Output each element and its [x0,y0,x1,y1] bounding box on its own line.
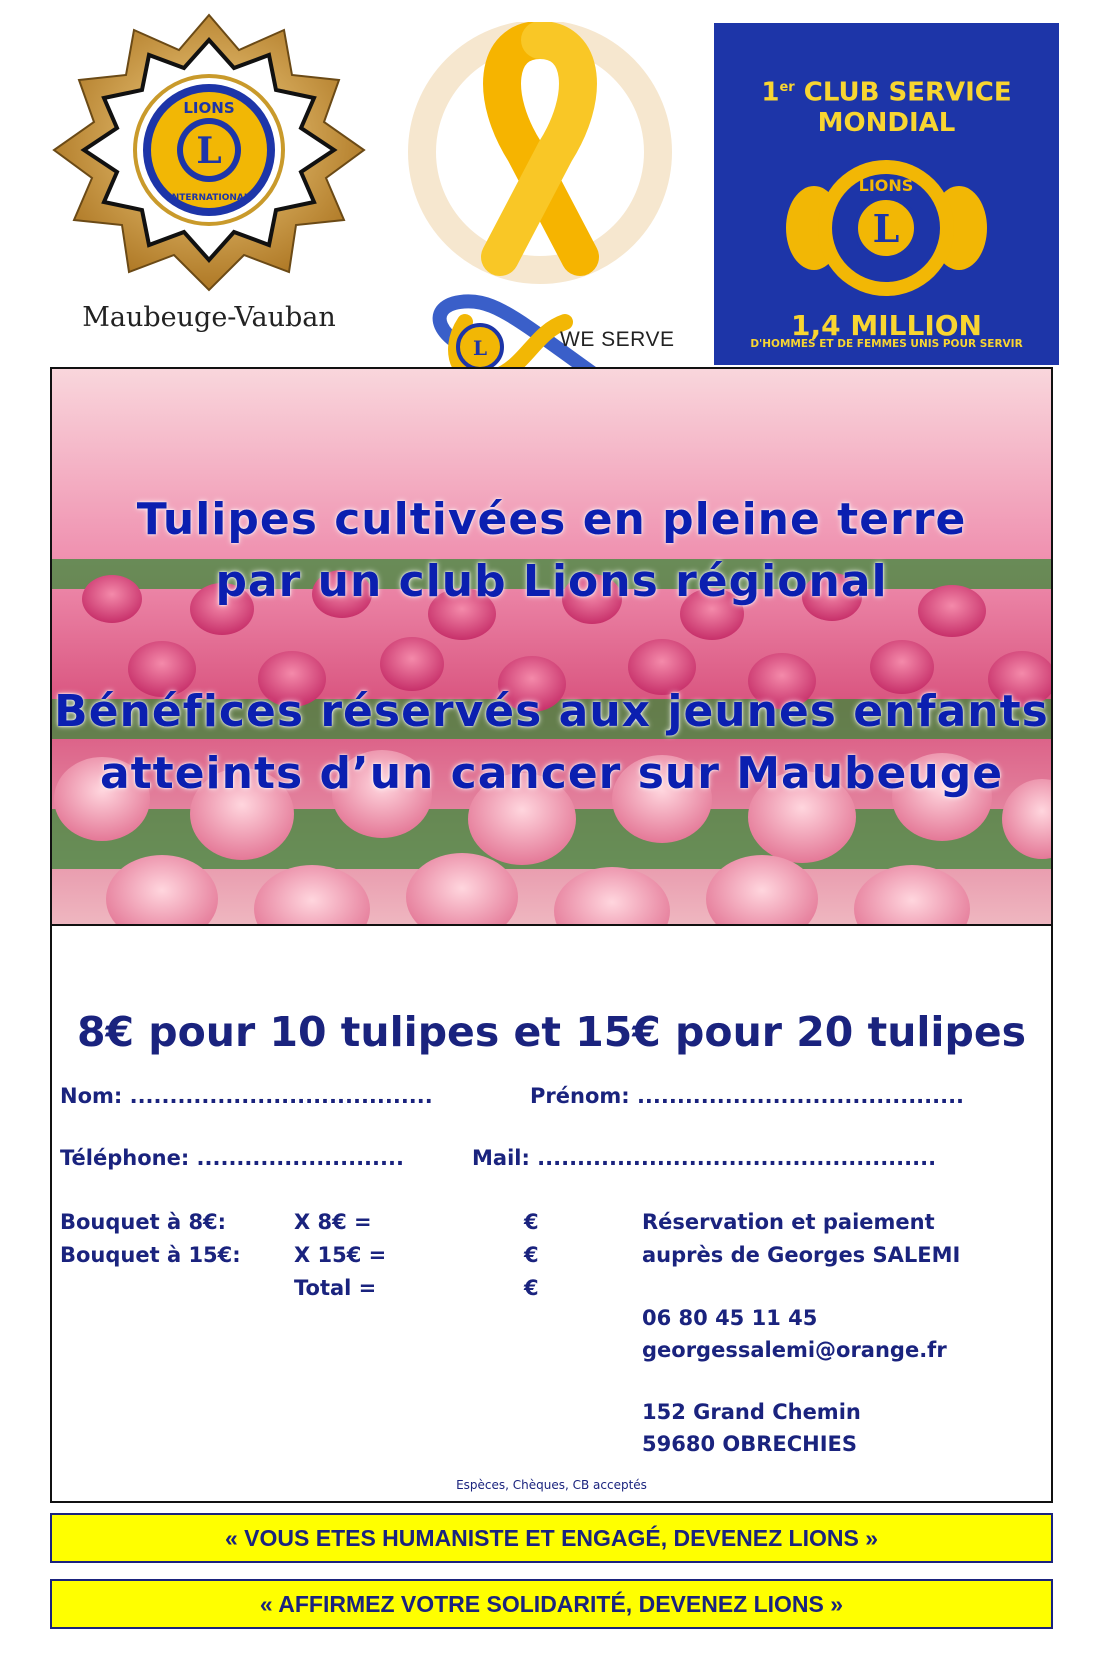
price-line: 8€ pour 10 tulipes et 15€ pour 20 tulipes [76,1008,1027,1056]
multiplier-15: X 15€ = [294,1243,387,1267]
svg-text:LIONS: LIONS [858,176,914,195]
slogan-banner-solidarite: « AFFIRMEZ VOTRE SOLIDARITÉ, DEVENEZ LIONS » [50,1579,1053,1629]
svg-text:L: L [196,130,222,172]
prenom-field[interactable]: Prénom: ......................................... [530,1084,965,1108]
svg-text:LIONS: LIONS [183,99,235,117]
reservation-line-2: auprès de Georges SALEMI [642,1243,961,1267]
nom-field[interactable]: Nom: ...................................... [60,1084,433,1108]
address-line-2: 59680 OBRECHIES [642,1432,858,1456]
panel-title: 1er CLUB SERVICE MONDIAL [761,77,1012,138]
headline-cultivation: Tulipes cultivées en pleine terre par un club Lions régional [136,494,967,607]
address-line-1: 152 Grand Chemin [642,1400,861,1424]
contact-phone: 06 80 45 11 45 [642,1306,818,1330]
club-name: Maubeuge-Vauban [82,302,336,333]
world-service-panel [714,23,1059,365]
euro-total[interactable]: € [524,1276,539,1300]
euro-15[interactable]: € [524,1243,539,1267]
panel-subtitle: D'HOMMES ET DE FEMMES UNIS POUR SERVIR [750,338,1023,350]
svg-text:L: L [472,336,488,360]
euro-8[interactable]: € [524,1210,539,1234]
slogan-banner-humaniste: « VOUS ETES HUMANISTE ET ENGAGÉ, DEVENEZ LIONS » [50,1513,1053,1563]
telephone-field[interactable]: Téléphone: .......................... [60,1146,404,1170]
member-count: 1,4 MILLION [791,309,982,342]
mail-field[interactable]: Mail: .................................................. [472,1146,937,1170]
fortress-star-icon [44,10,374,300]
payment-methods-note: Espèces, Chèques, CB acceptés [456,1478,647,1492]
club-logo-maubeuge-vauban [44,10,374,355]
reservation-line-1: Réservation et paiement [642,1210,935,1234]
order-form [50,926,1053,1503]
multiplier-8: X 8€ = [294,1210,372,1234]
headline-benefits: Bénéfices réservés aux jeunes enfants atteints d’un cancer sur Maubeuge [54,686,1049,799]
total-label: Total = [294,1276,377,1300]
tulip-field-photo [50,367,1053,926]
bouquet-15-label: Bouquet à 15€: [60,1243,241,1267]
contact-email: georgessalemi@orange.fr [642,1338,947,1362]
we-serve-label: WE SERVE [560,328,675,351]
svg-text:INTERNATIONAL: INTERNATIONAL [168,193,250,203]
svg-text:L: L [872,206,900,251]
bouquet-8-label: Bouquet à 8€: [60,1210,227,1234]
cancer-ribbon-logo [405,22,675,417]
